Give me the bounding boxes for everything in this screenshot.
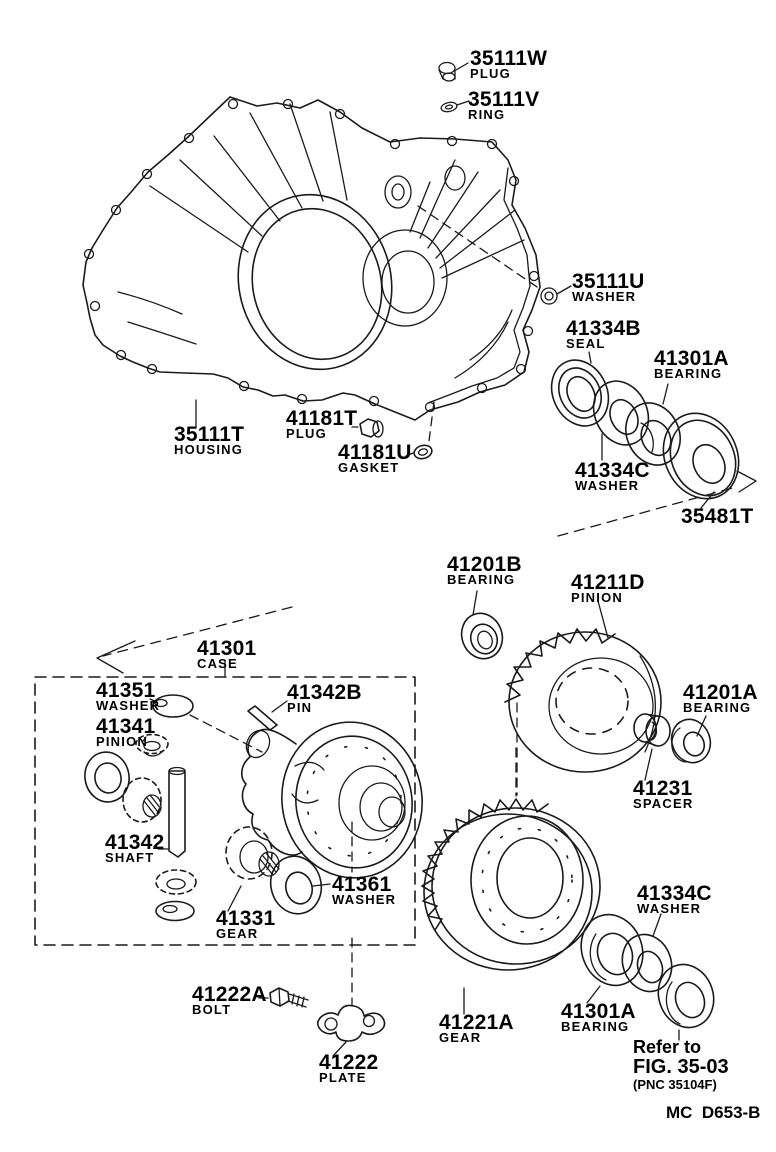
label-gasket-41181u: 41181U GASKET bbox=[338, 441, 412, 475]
label-pin-41342b: 41342B PIN bbox=[287, 681, 362, 715]
label-seal-41334b: 41334B SEAL bbox=[566, 317, 641, 351]
housing-drawing bbox=[83, 97, 540, 441]
label-housing-35111t: 35111T HOUSING bbox=[174, 423, 245, 457]
label-plug-41181t: 41181T PLUG bbox=[286, 407, 358, 441]
pinion-41211d-drawing bbox=[505, 601, 661, 796]
label-bolt-41222a: 41222A BOLT bbox=[192, 983, 267, 1017]
housing-bolt-holes bbox=[85, 100, 539, 412]
washer-ring-left-drawing bbox=[81, 749, 133, 806]
label-case-41301: 41301 CASE bbox=[197, 637, 257, 671]
label-washer-41334c-bottom: 41334C WASHER bbox=[637, 882, 712, 916]
bearing-refer-drawing bbox=[650, 957, 723, 1040]
label-washer-41334c-top: 41334C WASHER bbox=[575, 459, 650, 493]
label-washer-35481t: 35481T bbox=[681, 505, 754, 528]
figure-code: MC D653-B bbox=[666, 1103, 761, 1122]
washer-35481t-drawing bbox=[650, 401, 752, 511]
plate-41222-drawing bbox=[318, 1005, 385, 1056]
label-pinion-41341: 41341 PINION bbox=[96, 715, 156, 749]
assembly-axis-arrows bbox=[97, 471, 756, 673]
bearing-41201a-drawing bbox=[666, 714, 717, 768]
side-gear-drawing bbox=[156, 870, 196, 921]
spacer-41231-drawing bbox=[634, 714, 670, 780]
label-spacer-41231: 41231 SPACER bbox=[633, 777, 694, 811]
washer-41351-drawing bbox=[150, 695, 262, 752]
label-gear-41331: 41331 GEAR bbox=[216, 907, 276, 941]
plug-35111w-drawing bbox=[439, 63, 468, 82]
label-gear-41221a: 41221A GEAR bbox=[439, 1011, 514, 1045]
label-ring-35111v: 35111V RING bbox=[468, 88, 540, 122]
label-plate-41222: 41222 PLATE bbox=[319, 1051, 379, 1085]
dashed-leader-washer-35111u bbox=[418, 206, 540, 289]
label-washer-41361: 41361 WASHER bbox=[332, 873, 397, 907]
label-plug-35111w: 35111W PLUG bbox=[470, 47, 548, 81]
seal-41334b-drawing bbox=[541, 351, 619, 435]
ring-gear-41221a-drawing bbox=[422, 703, 600, 1014]
label-pinion-41211d: 41211D PINION bbox=[571, 571, 645, 605]
washer-35111u-drawing bbox=[541, 286, 571, 304]
label-bearing-41201a: 41201A BEARING bbox=[683, 681, 758, 715]
dashed-leader-gasket bbox=[429, 402, 434, 441]
label-bearing-41201b: 41201B BEARING bbox=[447, 553, 522, 587]
washer-41334c-top-drawing bbox=[583, 372, 658, 460]
label-washer-41351: 41351 WASHER bbox=[96, 679, 161, 713]
label-bearing-41301a-top: 41301A BEARING bbox=[654, 347, 729, 381]
label-washer-35111u: 35111U WASHER bbox=[572, 270, 645, 304]
refer-note: Refer to FIG. 35-03 (PNC 35104F) bbox=[633, 1037, 729, 1092]
diff-case-drawing bbox=[242, 713, 432, 887]
pin-41342b-drawing bbox=[248, 701, 287, 730]
ring-35111v-drawing bbox=[440, 101, 469, 113]
bearing-41201b-drawing bbox=[455, 591, 508, 664]
label-shaft-41342: 41342 SHAFT bbox=[105, 831, 165, 865]
pinion-gear-cluster-drawing bbox=[123, 778, 161, 822]
label-bearing-41301a-bottom: 41301A BEARING bbox=[561, 1000, 636, 1034]
gear-41331-drawing bbox=[226, 827, 279, 911]
